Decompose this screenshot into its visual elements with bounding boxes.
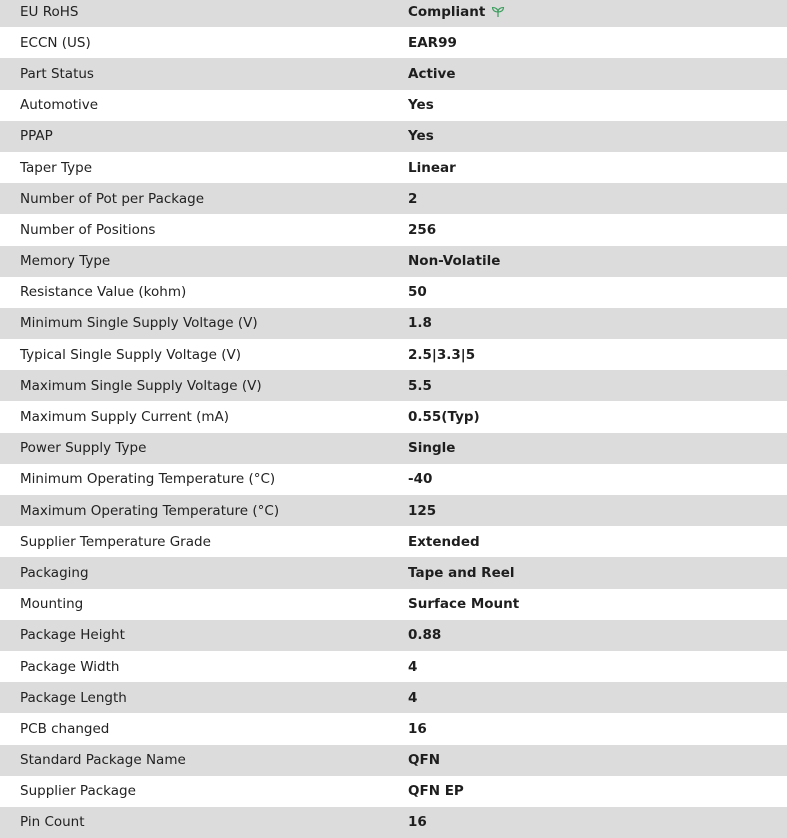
spec-name: Power Supply Type bbox=[20, 440, 147, 457]
spec-value-text: Tape and Reel bbox=[408, 564, 515, 581]
table-row bbox=[0, 121, 787, 152]
spec-name: Memory Type bbox=[20, 253, 111, 270]
spec-value bbox=[408, 713, 787, 744]
spec-value bbox=[408, 526, 787, 557]
spec-value bbox=[408, 589, 787, 620]
spec-value-text: 1.8 bbox=[408, 315, 432, 332]
table-row bbox=[0, 339, 787, 370]
spec-value-text: 2.5|3.3|5 bbox=[408, 346, 476, 363]
spec-name: Number of Positions bbox=[20, 221, 156, 238]
spec-value bbox=[408, 682, 787, 713]
spec-name: Supplier Temperature Grade bbox=[20, 533, 211, 550]
table-row bbox=[0, 90, 787, 121]
spec-name: Part Status bbox=[20, 65, 94, 82]
spec-name: Supplier Package bbox=[20, 783, 136, 800]
table-row bbox=[0, 58, 787, 89]
spec-name: Mounting bbox=[20, 596, 84, 613]
spec-value-text: Extended bbox=[408, 533, 480, 550]
table-row bbox=[0, 308, 787, 339]
table-row bbox=[0, 0, 787, 27]
spec-name: Maximum Supply Current (mA) bbox=[20, 409, 230, 426]
table-row bbox=[0, 370, 787, 401]
table-row bbox=[0, 807, 787, 838]
table-row bbox=[0, 589, 787, 620]
spec-name: Standard Package Name bbox=[20, 752, 186, 769]
spec-value bbox=[408, 620, 787, 651]
spec-value bbox=[408, 370, 787, 401]
spec-value bbox=[408, 776, 787, 807]
spec-value-text: Single bbox=[408, 440, 456, 457]
spec-value-text: Yes bbox=[408, 97, 434, 114]
table-row bbox=[0, 557, 787, 588]
spec-name: Packaging bbox=[20, 564, 89, 581]
spec-value-text: -40 bbox=[408, 471, 433, 488]
spec-value bbox=[408, 464, 787, 495]
leaf-icon bbox=[491, 6, 505, 18]
spec-value-text: 4 bbox=[408, 658, 418, 675]
spec-value-text: 256 bbox=[408, 221, 437, 238]
spec-value-text: 16 bbox=[408, 720, 427, 737]
spec-value-text: Surface Mount bbox=[408, 596, 520, 613]
table-row bbox=[0, 776, 787, 807]
spec-value bbox=[408, 557, 787, 588]
spec-value-text: 4 bbox=[408, 689, 418, 706]
spec-value-text: 5.5 bbox=[408, 377, 432, 394]
spec-name: Maximum Single Supply Voltage (V) bbox=[20, 377, 262, 394]
spec-name: Resistance Value (kohm) bbox=[20, 284, 187, 301]
spec-name: Taper Type bbox=[20, 159, 93, 176]
spec-value-text: 16 bbox=[408, 814, 427, 831]
table-row bbox=[0, 27, 787, 58]
spec-value-text: 50 bbox=[408, 284, 427, 301]
spec-value bbox=[408, 308, 787, 339]
table-row bbox=[0, 526, 787, 557]
spec-value bbox=[408, 651, 787, 682]
spec-value bbox=[408, 339, 787, 370]
spec-value-text: Compliant bbox=[408, 3, 486, 20]
spec-value-text: 2 bbox=[408, 190, 418, 207]
spec-name: Typical Single Supply Voltage (V) bbox=[20, 346, 241, 363]
spec-name: Package Length bbox=[20, 689, 127, 706]
spec-name: EU RoHS bbox=[20, 3, 79, 20]
table-row bbox=[0, 152, 787, 183]
spec-value bbox=[408, 807, 787, 838]
spec-value bbox=[408, 58, 787, 89]
table-row bbox=[0, 620, 787, 651]
table-row bbox=[0, 214, 787, 245]
table-row bbox=[0, 464, 787, 495]
spec-name: Minimum Single Supply Voltage (V) bbox=[20, 315, 258, 332]
spec-name: Automotive bbox=[20, 97, 99, 114]
table-row bbox=[0, 495, 787, 526]
spec-value-text: EAR99 bbox=[408, 34, 457, 51]
spec-value bbox=[408, 277, 787, 308]
spec-value bbox=[408, 152, 787, 183]
spec-name: Pin Count bbox=[20, 814, 85, 831]
spec-value bbox=[408, 183, 787, 214]
spec-value bbox=[408, 121, 787, 152]
table-row bbox=[0, 651, 787, 682]
spec-value-text: Yes bbox=[408, 128, 434, 145]
spec-name: Minimum Operating Temperature (°C) bbox=[20, 471, 276, 488]
spec-value bbox=[408, 745, 787, 776]
table-row bbox=[0, 277, 787, 308]
spec-value-text: Active bbox=[408, 65, 456, 82]
spec-value bbox=[408, 27, 787, 58]
spec-value bbox=[408, 246, 787, 277]
spec-value bbox=[408, 433, 787, 464]
table-row bbox=[0, 713, 787, 744]
spec-value bbox=[408, 495, 787, 526]
spec-value bbox=[408, 90, 787, 121]
spec-name: PPAP bbox=[20, 128, 53, 145]
spec-name: Package Width bbox=[20, 658, 120, 675]
spec-value-text: QFN EP bbox=[408, 783, 464, 800]
spec-name: Maximum Operating Temperature (°C) bbox=[20, 502, 280, 519]
spec-value-text: Linear bbox=[408, 159, 456, 176]
spec-name: Number of Pot per Package bbox=[20, 190, 205, 207]
spec-value-text: QFN bbox=[408, 752, 440, 769]
table-row bbox=[0, 682, 787, 713]
spec-value-text: Non-Volatile bbox=[408, 253, 501, 270]
table-row bbox=[0, 745, 787, 776]
spec-value-text: 0.55(Typ) bbox=[408, 409, 480, 426]
spec-value bbox=[408, 401, 787, 432]
spec-value-text: 125 bbox=[408, 502, 437, 519]
spec-name: PCB changed bbox=[20, 720, 110, 737]
spec-name: ECCN (US) bbox=[20, 34, 91, 51]
table-row bbox=[0, 246, 787, 277]
table-row bbox=[0, 183, 787, 214]
table-row bbox=[0, 433, 787, 464]
table-row bbox=[0, 401, 787, 432]
spec-value bbox=[408, 0, 787, 27]
spec-value bbox=[408, 214, 787, 245]
spec-value-text: 0.88 bbox=[408, 627, 442, 644]
spec-name: Package Height bbox=[20, 627, 125, 644]
